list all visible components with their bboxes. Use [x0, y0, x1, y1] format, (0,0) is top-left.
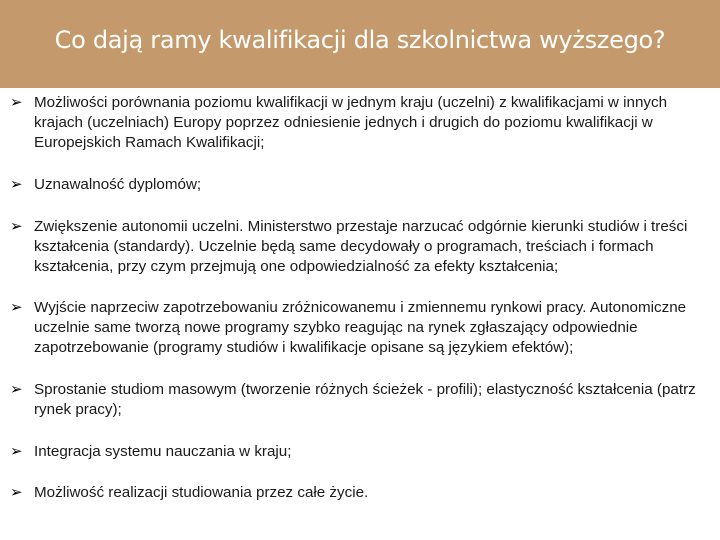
bullet-item	[10, 175, 715, 195]
arrow-bullet-icon: ➢	[10, 176, 23, 193]
bullet-item	[10, 380, 715, 420]
bullet-item	[10, 298, 715, 358]
bullet-text: Możliwości porównania poziomu kwalifikacji w jednym kraju (uczelni) z kwalifikacjami w innych krajach (uczelniach) Europy poprzez odniesienie jednych i drugich do poziomu kwalifikacji w Europejskich Ramach Kwalifikacji;	[34, 94, 668, 151]
arrow-bullet-icon: ➢	[10, 381, 23, 398]
arrow-bullet-icon: ➢	[10, 94, 23, 111]
arrow-bullet-icon: ➢	[10, 218, 23, 235]
bullet-text: Uznawalność dyplomów;	[34, 176, 202, 193]
arrow-bullet-icon: ➢	[10, 484, 23, 501]
bullet-list	[10, 93, 715, 503]
bullet-item	[10, 483, 715, 503]
bullet-text: Sprostanie studiom masowym (tworzenie różnych ścieżek - profili); elastyczność kształcenia (patrz rynek pracy);	[34, 381, 696, 418]
slide-title: Co dają ramy kwalifikacji dla szkolnictwa wyższego?	[54, 26, 666, 54]
bullet-text: Wyjście naprzeciw zapotrzebowaniu zróżnicowanemu i zmiennemu rynkowi pracy. Autonomiczne uczelnie same tworzą nowe programy szybko reagując na rynek zgłaszający odpowiednie zapotrzebowanie (programy studiów i kwalifikacje opisane są językiem efektów);	[34, 299, 687, 356]
bullet-text: Zwiększenie autonomii uczelni. Ministerstwo przestaje narzucać odgórnie kierunki studiów i treści kształcenia (standardy). Uczelnie będą same decydowały o programach, treściach i formach kształcenia, przy czym przejmują one odpowiedzialność za efekty kształcenia;	[34, 218, 688, 275]
bullet-item	[10, 442, 715, 462]
bullet-item	[10, 93, 715, 153]
bullet-text: Integracja systemu nauczania w kraju;	[34, 443, 292, 460]
title-bar	[0, 0, 720, 88]
arrow-bullet-icon: ➢	[10, 299, 23, 316]
bullet-item	[10, 217, 715, 277]
arrow-bullet-icon: ➢	[10, 443, 23, 460]
bullet-text: Możliwość realizacji studiowania przez całe życie.	[34, 484, 369, 501]
